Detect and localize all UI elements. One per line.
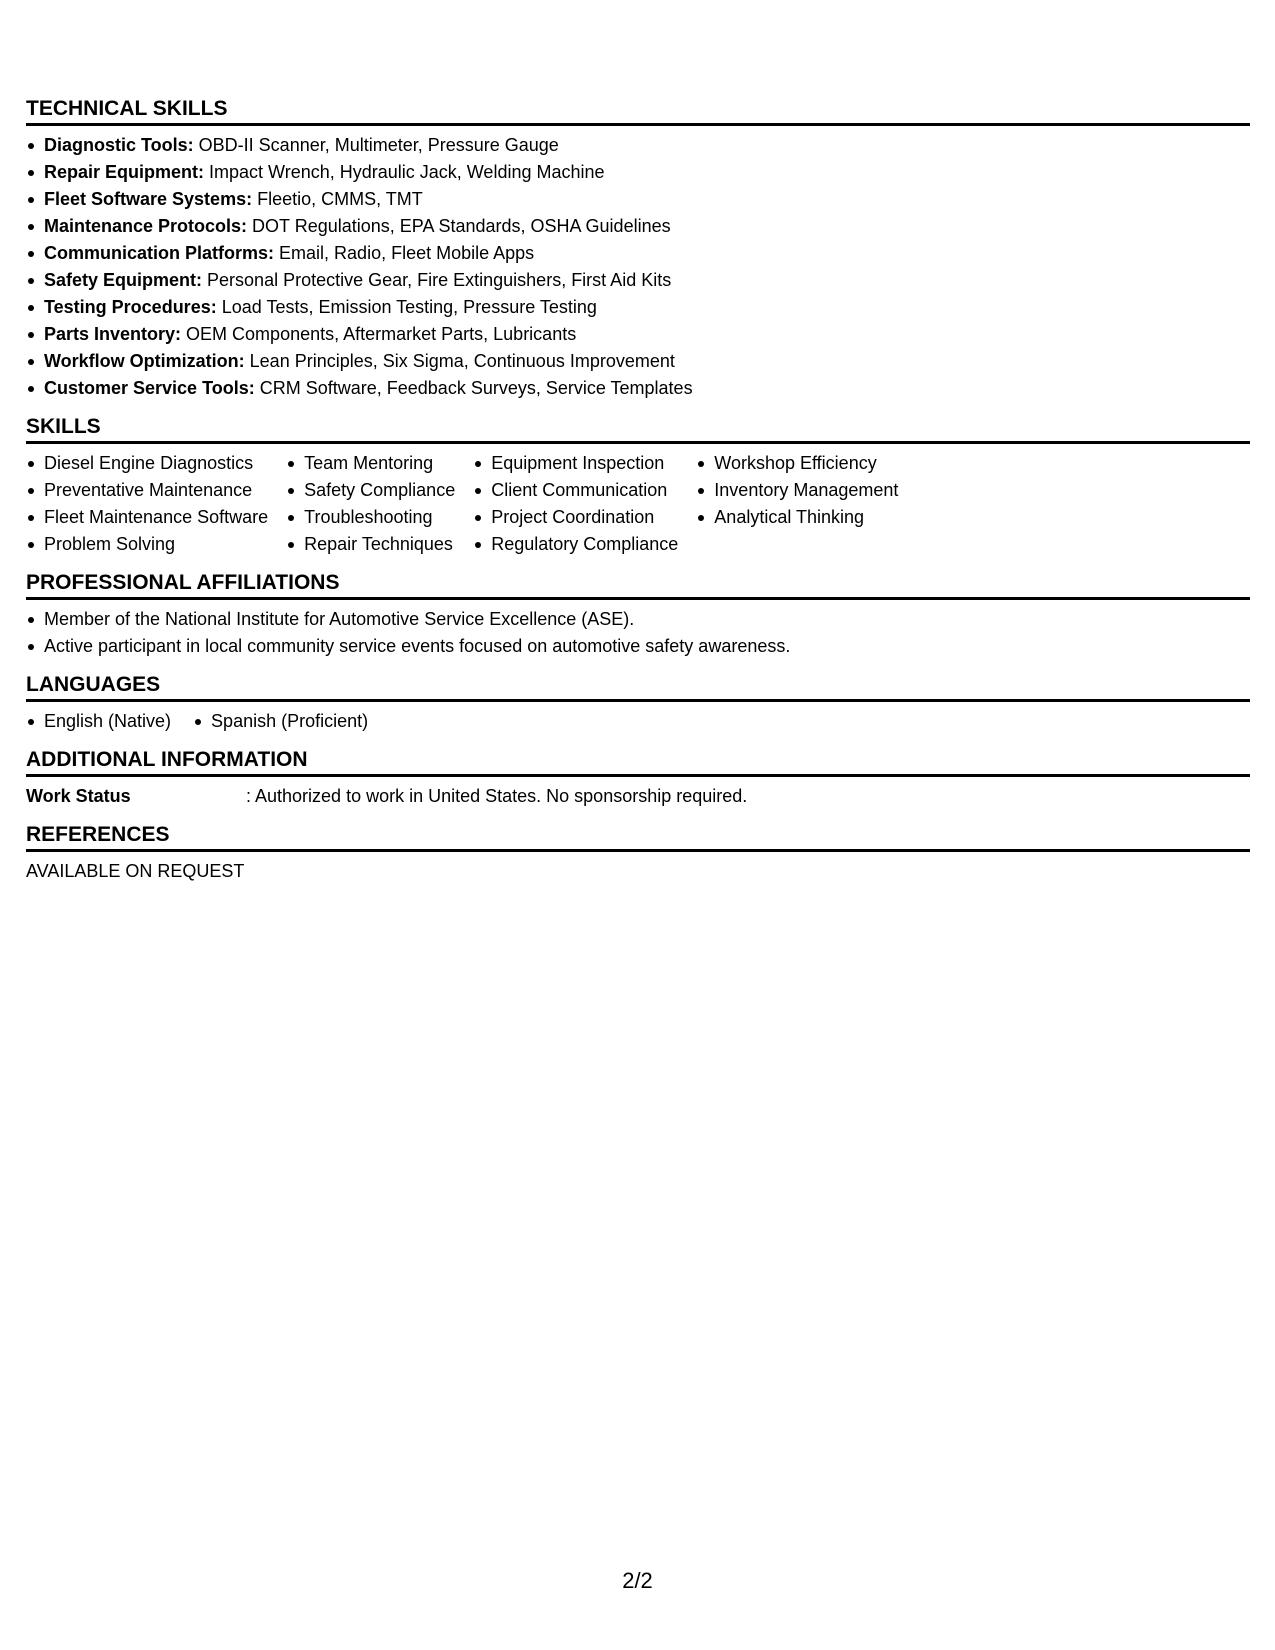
item-label: Workflow Optimization:: [44, 351, 245, 371]
section-divider: [26, 597, 1250, 600]
section-divider: [26, 441, 1250, 444]
resume-page: [26, 96, 1250, 897]
list-item: Diesel Engine Diagnostics: [26, 450, 268, 477]
list-item: Regulatory Compliance: [473, 531, 678, 558]
section-title-additional-info: ADDITIONAL INFORMATION: [26, 748, 308, 771]
item-label: Customer Service Tools:: [44, 378, 255, 398]
item-label: Maintenance Protocols:: [44, 216, 248, 236]
section-title-languages: LANGUAGES: [26, 673, 161, 696]
item-label: Fleet Software Systems:: [44, 189, 253, 209]
list-item: [26, 348, 1250, 375]
list-item: Equipment Inspection: [473, 450, 678, 477]
list-item: Spanish (Proficient): [193, 708, 368, 735]
item-label: Repair Equipment:: [44, 162, 205, 182]
item-label: Parts Inventory:: [44, 324, 182, 344]
list-item: Inventory Management: [696, 477, 898, 504]
list-item: Member of the National Institute for Automotive Service Excellence (ASE).: [26, 606, 1250, 633]
list-item: [26, 240, 1250, 267]
list-item: Client Communication: [473, 477, 678, 504]
work-status-label: Work Status: [26, 786, 131, 806]
list-item: Team Mentoring: [286, 450, 455, 477]
item-label: Diagnostic Tools:: [44, 135, 194, 155]
item-text: Fleetio, CMMS, TMT: [252, 189, 423, 209]
page-number: 2/2: [622, 1568, 653, 1593]
item-text: Load Tests, Emission Testing, Pressure Testing: [216, 297, 597, 317]
list-item: Troubleshooting: [286, 504, 455, 531]
work-status-row: [26, 783, 1250, 810]
section-divider: [26, 774, 1250, 777]
section-title-skills: SKILLS: [26, 415, 101, 438]
skills-column-2: [286, 450, 455, 558]
list-item: Problem Solving: [26, 531, 268, 558]
technical-skills-section: [26, 96, 1250, 402]
languages-list: [26, 708, 1250, 735]
affiliations-section: [26, 570, 1250, 660]
item-label: Communication Platforms:: [44, 243, 275, 263]
item-text: Email, Radio, Fleet Mobile Apps: [274, 243, 535, 263]
item-text: OEM Components, Aftermarket Parts, Lubricants: [181, 324, 577, 344]
list-item: [26, 159, 1250, 186]
languages-section: [26, 672, 1250, 735]
list-item: English (Native): [26, 708, 171, 735]
list-item: [26, 132, 1250, 159]
list-item: Fleet Maintenance Software: [26, 504, 268, 531]
references-section: [26, 822, 1250, 885]
list-item: Repair Techniques: [286, 531, 455, 558]
skills-columns: [26, 450, 1250, 558]
list-item: Project Coordination: [473, 504, 678, 531]
section-title-references: REFERENCES: [26, 823, 170, 846]
list-item: Workshop Efficiency: [696, 450, 898, 477]
item-text: OBD-II Scanner, Multimeter, Pressure Gauge: [193, 135, 559, 155]
item-text: Lean Principles, Six Sigma, Continuous Improvement: [244, 351, 675, 371]
item-label: Safety Equipment:: [44, 270, 203, 290]
technical-skills-list: [26, 132, 1250, 402]
work-status-value: : Authorized to work in United States. No sponsorship required.: [246, 786, 748, 806]
item-text: Personal Protective Gear, Fire Extinguishers, First Aid Kits: [202, 270, 672, 290]
list-item: [26, 267, 1250, 294]
list-item: Active participant in local community service events focused on automotive safety awareness.: [26, 633, 1250, 660]
section-divider: [26, 849, 1250, 852]
section-title-technical-skills: TECHNICAL SKILLS: [26, 97, 228, 120]
list-item: [26, 375, 1250, 402]
list-item: [26, 321, 1250, 348]
item-text: Impact Wrench, Hydraulic Jack, Welding Machine: [204, 162, 605, 182]
item-text: DOT Regulations, EPA Standards, OSHA Guidelines: [247, 216, 671, 236]
list-item: Preventative Maintenance: [26, 477, 268, 504]
section-divider: [26, 123, 1250, 126]
skills-section: [26, 414, 1250, 558]
affiliations-list: [26, 606, 1250, 660]
references-text: AVAILABLE ON REQUEST: [26, 861, 245, 881]
list-item: [26, 213, 1250, 240]
section-title-affiliations: PROFESSIONAL AFFILIATIONS: [26, 571, 340, 594]
list-item: Safety Compliance: [286, 477, 455, 504]
skills-column-3: [473, 450, 678, 558]
list-item: [26, 186, 1250, 213]
skills-column-1: [26, 450, 268, 558]
section-divider: [26, 699, 1250, 702]
skills-column-4: [696, 450, 898, 558]
additional-info-section: [26, 747, 1250, 810]
item-text: CRM Software, Feedback Surveys, Service Templates: [254, 378, 693, 398]
list-item: Analytical Thinking: [696, 504, 898, 531]
item-label: Testing Procedures:: [44, 297, 217, 317]
list-item: [26, 294, 1250, 321]
